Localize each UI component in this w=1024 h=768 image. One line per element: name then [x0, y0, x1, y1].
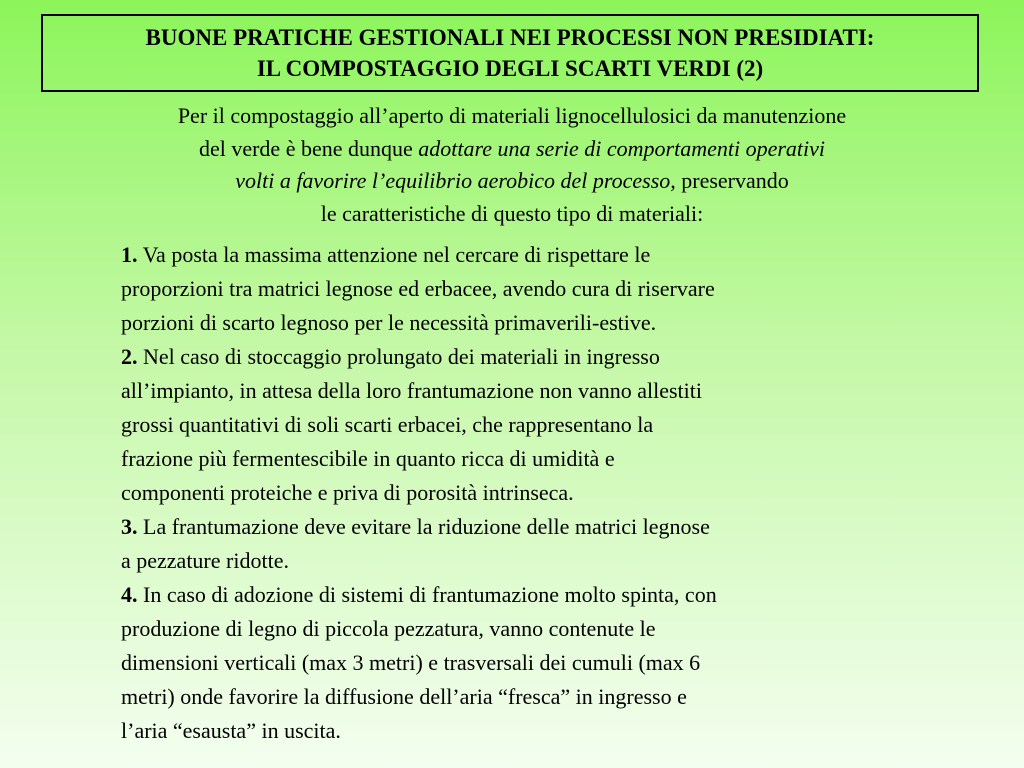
list-item-line: all’impianto, in attesa della loro frantumazione non vanno allestiti: [121, 378, 702, 403]
intro-paragraph: [40, 100, 984, 230]
item-text: La frantumazione deve evitare la riduzione delle matrici legnose: [137, 514, 710, 539]
intro-line-2: [40, 133, 984, 166]
intro-line-2-plain: del verde è bene dunque: [198, 135, 419, 161]
item-text: Va posta la massima attenzione nel cercare di rispettare le: [137, 242, 651, 267]
title-line-1: BUONE PRATICHE GESTIONALI NEI PROCESSI NON PRESIDIATI:: [145, 25, 875, 50]
list-item-line: frazione più fermentescibile in quanto ricca di umidità e: [121, 446, 615, 471]
list-item-line: l’aria “esausta” in uscita.: [121, 718, 341, 743]
practices-list: [121, 238, 921, 748]
list-item-line: grossi quantitativi di soli scarti erbacei, che rappresentano la: [121, 412, 654, 437]
list-item-line: a pezzature ridotte.: [121, 548, 289, 573]
slide-title-box: [41, 14, 979, 92]
intro-line-4: le caratteristiche di questo tipo di materiali:: [320, 200, 704, 226]
intro-line-3-italic: volti a favorire l’equilibrio aerobico del processo,: [235, 168, 676, 193]
list-item-line: [121, 578, 921, 612]
list-item-line: produzione di legno di piccola pezzatura, vanno contenute le: [121, 616, 656, 641]
list-item: [121, 578, 921, 748]
item-number: 3.: [121, 514, 138, 539]
item-number: 1.: [121, 242, 138, 267]
item-text: In caso di adozione di sistemi di frantumazione molto spinta, con: [137, 582, 717, 607]
item-text: Nel caso di stoccaggio prolungato dei materiali in ingresso: [137, 344, 660, 369]
list-item: [121, 340, 921, 510]
intro-line-2-italic: adottare una serie di comportamenti operativi: [418, 135, 826, 161]
intro-line-3: [40, 165, 984, 198]
list-item-line: [121, 238, 921, 272]
item-number: 2.: [121, 344, 138, 369]
list-item: [121, 510, 921, 578]
list-item-line: [121, 340, 921, 374]
list-item-line: componenti proteiche e priva di porosità intrinseca.: [121, 480, 574, 505]
list-item-line: metri) onde favorire la diffusione dell’aria “fresca” in ingresso e: [121, 684, 687, 709]
item-number: 4.: [121, 582, 138, 607]
list-item-line: [121, 510, 921, 544]
list-item: [121, 238, 921, 340]
intro-line-1: Per il compostaggio all’aperto di materiali lignocellulosici da manutenzione: [177, 103, 847, 128]
list-item-line: proporzioni tra matrici legnose ed erbacee, avendo cura di riservare: [121, 276, 715, 301]
title-line-2: IL COMPOSTAGGIO DEGLI SCARTI VERDI (2): [256, 56, 764, 81]
list-item-line: dimensioni verticali (max 3 metri) e trasversali dei cumuli (max 6: [121, 650, 701, 675]
list-item-line: porzioni di scarto legnoso per le necessità primaverili-estive.: [121, 310, 657, 335]
intro-line-3-plain: preservando: [675, 168, 789, 193]
